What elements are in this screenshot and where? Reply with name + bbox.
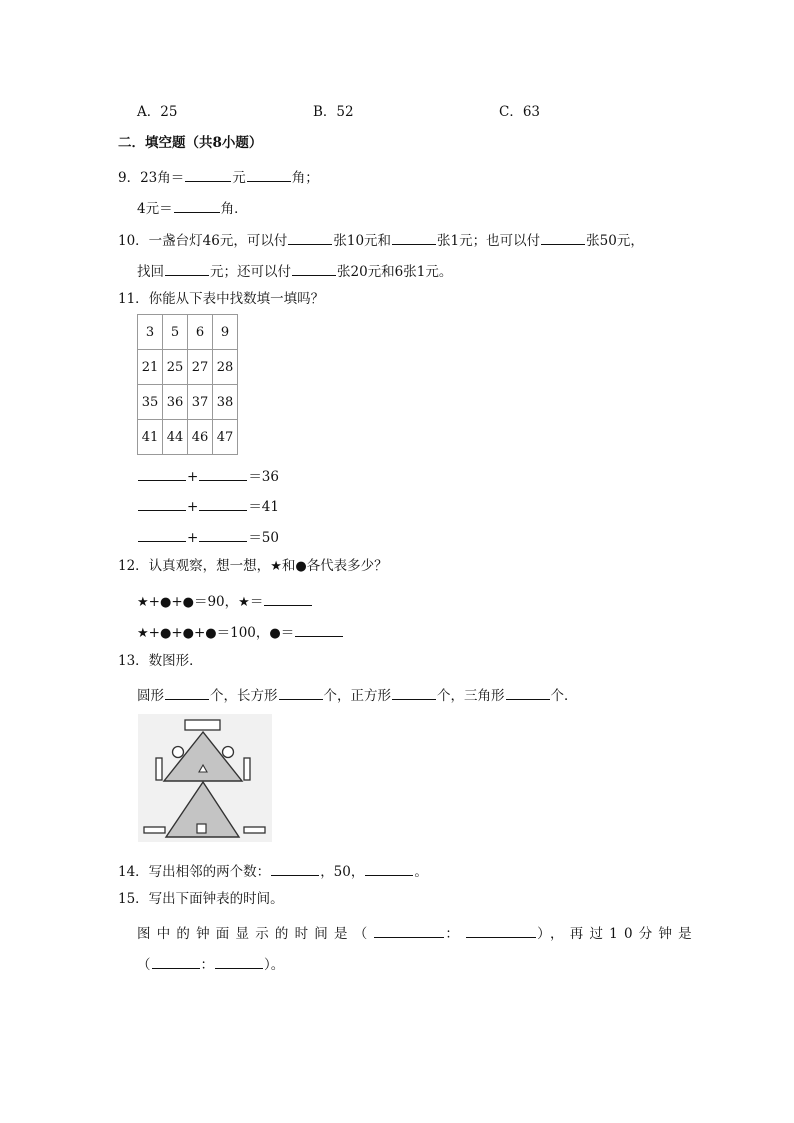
table-cell: 37: [188, 385, 213, 420]
option-c: C．63: [499, 104, 541, 120]
answer-blank[interactable]: [392, 686, 436, 700]
answer-blank[interactable]: [165, 262, 209, 276]
answer-blank[interactable]: [541, 231, 585, 245]
right-circle: [223, 747, 234, 758]
question-10-line2: 找回 元；还可以付 张20元和6张1元。: [137, 264, 453, 280]
table-cell: 9: [213, 315, 238, 350]
answer-blank[interactable]: [288, 231, 332, 245]
question-12-eq1: ★+●+●＝90，★＝: [137, 592, 313, 610]
table-cell: 21: [138, 350, 163, 385]
dot-icon: ●: [159, 626, 172, 641]
answer-blank[interactable]: [392, 231, 436, 245]
question-15-title: 15．写出下面钟表的时间。: [118, 891, 284, 907]
answer-blank[interactable]: [295, 623, 343, 637]
question-12-eq2: ★+●+●+●＝100，●＝: [137, 623, 344, 641]
number-table: [137, 314, 238, 455]
answer-blank[interactable]: [199, 467, 247, 481]
dot-icon: ●: [269, 626, 281, 641]
question-9-line2: 4元＝ 角．: [137, 201, 248, 217]
question-11-title: 11．你能从下表中找数填一填吗？: [118, 291, 325, 307]
small-square: [197, 824, 206, 833]
option-a: A．25: [137, 104, 178, 120]
answer-blank[interactable]: [138, 467, 186, 481]
table-cell: 6: [188, 315, 213, 350]
answer-blank[interactable]: [506, 686, 550, 700]
table-cell: 36: [163, 385, 188, 420]
right-vertical-rectangle: [244, 758, 250, 780]
table-cell: 44: [163, 420, 188, 455]
answer-blank[interactable]: [215, 955, 263, 969]
star-icon: ★: [137, 626, 149, 641]
question-9-line1: 9．23角＝ 元 角；: [118, 170, 319, 186]
dot-icon: ●: [295, 559, 307, 574]
answer-blank[interactable]: [165, 686, 209, 700]
star-icon: ★: [137, 595, 149, 610]
answer-blank[interactable]: [374, 924, 444, 938]
question-14: 14．写出相邻的两个数： ，50， 。: [118, 864, 428, 880]
dot-icon: ●: [182, 626, 194, 641]
top-rectangle: [185, 720, 220, 730]
question-13-line: 圆形 个，长方形 个，正方形 个，三角形 个．: [137, 688, 578, 704]
question-12-title: 12．认真观察，想一想，★和●各代表多少？: [118, 558, 388, 574]
answer-blank[interactable]: [174, 199, 220, 213]
answer-blank[interactable]: [247, 168, 291, 182]
question-13-title: 13．数图形．: [118, 653, 203, 669]
table-cell: 35: [138, 385, 163, 420]
answer-blank[interactable]: [185, 168, 231, 182]
table-row: [138, 350, 238, 385]
table-cell: 47: [213, 420, 238, 455]
table-cell: 38: [213, 385, 238, 420]
answer-blank[interactable]: [279, 686, 323, 700]
option-b: B．52: [313, 104, 354, 120]
answer-blank[interactable]: [138, 528, 186, 542]
question-11-eq3: + ＝50: [137, 528, 279, 546]
answer-blank[interactable]: [199, 497, 247, 511]
answer-blank[interactable]: [292, 262, 336, 276]
answer-blank[interactable]: [138, 497, 186, 511]
answer-blank[interactable]: [152, 955, 200, 969]
table-cell: 5: [163, 315, 188, 350]
star-icon: ★: [238, 595, 250, 610]
answer-blank[interactable]: [199, 528, 247, 542]
answer-blank[interactable]: [466, 924, 536, 938]
bottom-right-rectangle: [244, 827, 265, 833]
shapes-figure: [138, 714, 272, 842]
question-15-line2: （ ： ）。: [137, 957, 285, 973]
star-icon: ★: [270, 559, 282, 574]
dot-icon: ●: [159, 595, 172, 610]
bottom-left-rectangle: [144, 827, 165, 833]
table-row: [138, 420, 238, 455]
table-cell: 3: [138, 315, 163, 350]
answer-blank[interactable]: [271, 862, 319, 876]
section-title: 二．填空题（共8小题）: [118, 135, 263, 151]
question-11-eq2: + ＝41: [137, 497, 279, 515]
table-cell: 28: [213, 350, 238, 385]
question-11-eq1: + ＝36: [137, 467, 279, 485]
table-cell: 46: [188, 420, 213, 455]
table-cell: 25: [163, 350, 188, 385]
question-15-line1: 图中的钟面显示的时间是（ ： ），再过10分钟是: [137, 926, 698, 942]
left-vertical-rectangle: [156, 758, 162, 780]
table-row: [138, 385, 238, 420]
question-10-line1: 10．一盏台灯46元，可以付 张10元和 张1元；也可以付 张50元，: [118, 233, 644, 249]
dot-icon: ●: [182, 595, 194, 610]
table-row: [138, 315, 238, 350]
dot-icon: ●: [205, 626, 217, 641]
table-cell: 27: [188, 350, 213, 385]
answer-blank[interactable]: [264, 592, 312, 606]
table-cell: 41: [138, 420, 163, 455]
answer-blank[interactable]: [365, 862, 413, 876]
left-circle: [173, 747, 184, 758]
